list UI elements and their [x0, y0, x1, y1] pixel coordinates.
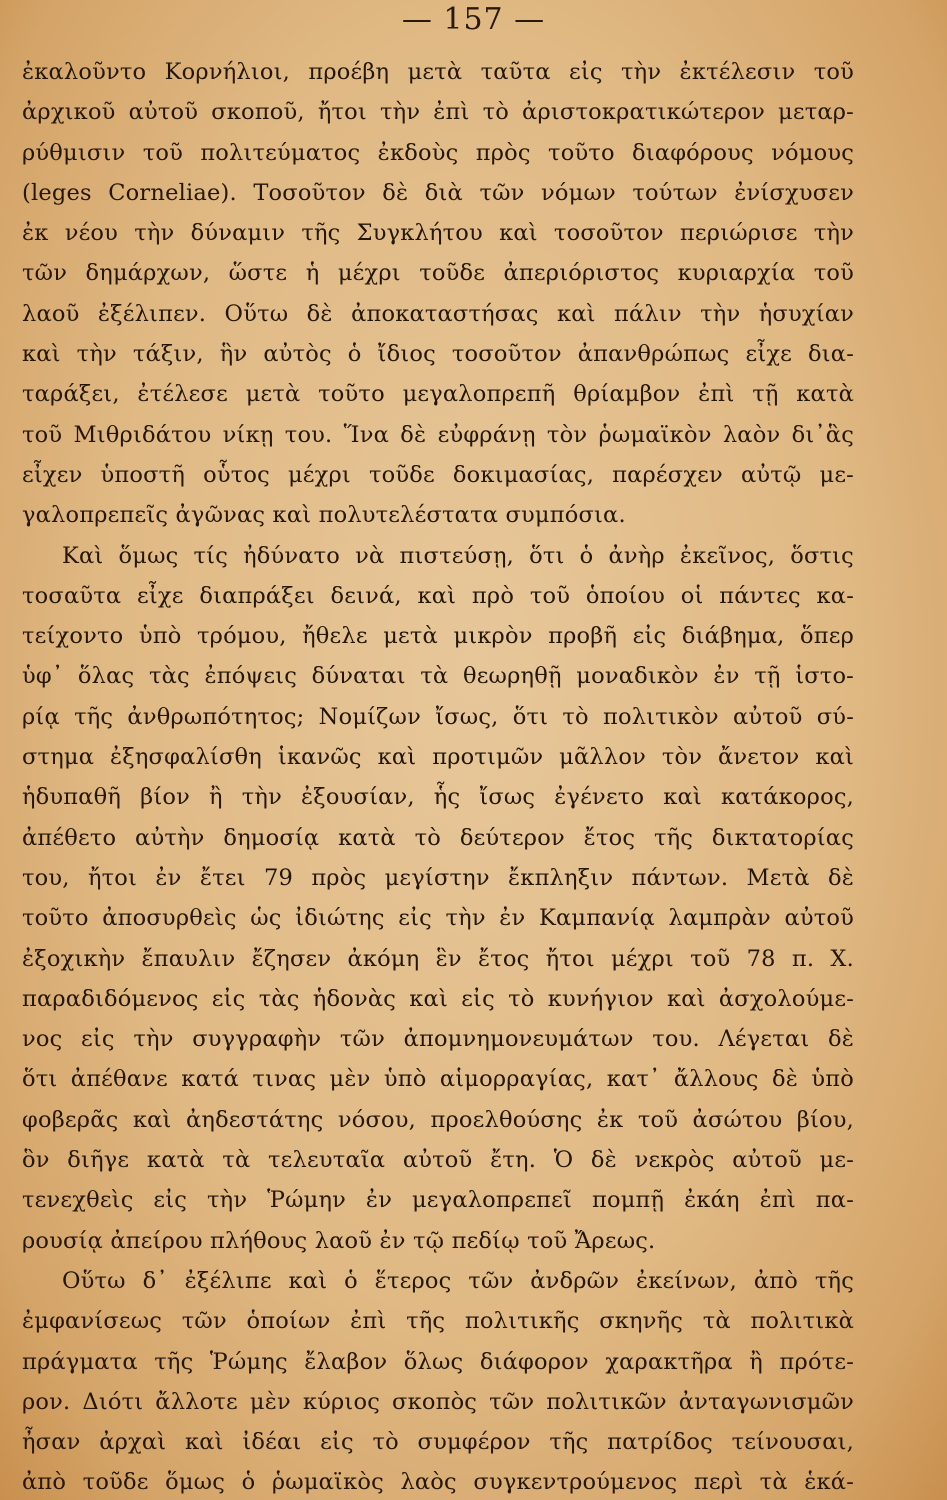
text-line: ἀπέθετο αὐτὴν δημοσίᾳ κατὰ τὸ δεύτερον ἔτος τῆς δικτατορίας — [22, 824, 854, 851]
text-line: τῶν δημάρχων, ὥστε ἡ μέχρι τοῦδε ἀπεριόριστος κυριαρχία τοῦ — [22, 260, 854, 287]
page-number: — 157 — — [401, 2, 546, 37]
text-line: ρον. Διότι ἄλλοτε μὲν κύριος σκοπὸς τῶν πολιτικῶν ἀνταγωνισμῶν — [22, 1388, 854, 1415]
text-line: φοβερᾶς καὶ ἀηδεστάτης νόσου, προελθούσης ἐκ τοῦ ἀσώτου βίου, — [22, 1106, 854, 1133]
text-line: ἡδυπαθῆ βίον ἢ τὴν ἐξουσίαν, ἧς ἴσως ἐγένετο καὶ κατάκορος, — [22, 784, 854, 811]
text-line: τείχοντο ὑπὸ τρόμου, ἤθελε μετὰ μικρὸν προβῆ εἰς διάβημα, ὅπερ — [22, 623, 854, 650]
text-line: τοῦ Μιθριδάτου νίκῃ του. Ἵνα δὲ εὐφράνῃ τὸν ῥωμαϊκὸν λαὸν δι᾽ἃς — [22, 421, 854, 448]
text-line: ὃν διῆγε κατὰ τὰ τελευταῖα αὐτοῦ ἔτη. Ὁ δὲ νεκρὸς αὐτοῦ με- — [22, 1147, 854, 1174]
text-line: ἀπὸ τοῦδε ὅμως ὁ ῥωμαϊκὸς λαὸς συγκεντρούμενος περὶ τὰ ἑκά- — [22, 1469, 854, 1496]
text-line: ἐκαλοῦντο Κορνήλιοι, προέβη μετὰ ταῦτα εἰς τὴν ἐκτέλεσιν τοῦ — [22, 59, 854, 85]
text-line: Οὕτω δ᾽ ἐξέλιπε καὶ ὁ ἕτερος τῶν ἀνδρῶν ἐκείνων, ἀπὸ τῆς — [62, 1267, 854, 1294]
text-line: τενεχθεὶς εἰς τὴν Ῥώμην ἐν μεγαλοπρεπεῖ πομπῇ ἐκάη ἐπὶ πα- — [22, 1187, 854, 1214]
text-line: ρουσίᾳ ἀπείρου πλήθους λαοῦ ἐν τῷ πεδίῳ τοῦ Ἄρεως. — [22, 1227, 656, 1254]
text-line: τοῦτο ἀποσυρθεὶς ὡς ἰδιώτης εἰς τὴν ἐν Καμπανίᾳ λαμπρὰν αὐτοῦ — [22, 905, 854, 932]
text-line: εἶχεν ὑποστῆ οὗτος μέχρι τοῦδε δοκιμασίας, παρέσχεν αὐτῷ με- — [22, 461, 854, 488]
text-line: ἐμφανίσεως τῶν ὁποίων ἐπὶ τῆς πολιτικῆς σκηνῆς τὰ πολιτικὰ — [22, 1308, 854, 1335]
text-line: λαοῦ ἐξέλιπεν. Οὕτω δὲ ἀποκαταστήσας καὶ πάλιν τὴν ἡσυχίαν — [22, 300, 854, 327]
text-line: ἦσαν ἀρχαὶ καὶ ἰδέαι εἰς τὸ συμφέρον τῆς πατρίδος τείνουσαι, — [22, 1429, 854, 1456]
text-line: ρίᾳ τῆς ἀνθρωπότητος; Νομίζων ἴσως, ὅτι τὸ πολιτικὸν αὐτοῦ σύ- — [22, 703, 854, 730]
text-line: Καὶ ὅμως τίς ἠδύνατο νὰ πιστεύσῃ, ὅτι ὁ ἀνὴρ ἐκεῖνος, ὅστις — [62, 542, 854, 569]
text-line: τοσαῦτα εἶχε διαπράξει δεινά, καὶ πρὸ τοῦ ὁποίου οἱ πάντες κα- — [22, 582, 854, 609]
text-line: νος εἰς τὴν συγγραφὴν τῶν ἀπομνημονευμάτων του. Λέγεται δὲ — [22, 1026, 854, 1053]
body-text — [22, 52, 854, 1500]
text-line: ὅτι ἀπέθανε κατά τινας μὲν ὑπὸ αἱμορραγίας, κατ᾽ ἄλλους δὲ ὑπὸ — [22, 1066, 854, 1093]
text-line: γαλοπρεπεῖς ἀγῶνας καὶ πολυτελέστατα συμπόσια. — [22, 502, 626, 529]
text-line: παραδιδόμενος εἰς τὰς ἡδονὰς καὶ εἰς τὸ κυνήγιον καὶ ἀσχολούμε- — [22, 985, 854, 1012]
text-line: ἐξοχικὴν ἔπαυλιν ἔζησεν ἀκόμη ἓν ἔτος ἤτοι μέχρι τοῦ 78 π. Χ. — [22, 945, 854, 972]
text-line: ἀρχικοῦ αὐτοῦ σκοποῦ, ἤτοι τὴν ἐπὶ τὸ ἀριστοκρατικώτερον μεταρ- — [22, 99, 854, 126]
text-line: καὶ τὴν τάξιν, ἣν αὐτὸς ὁ ἴδιος τοσοῦτον ἀπανθρώπως εἶχε δια- — [22, 341, 854, 368]
text-line: ὑφ᾽ ὅλας τὰς ἐπόψεις δύναται τὰ θεωρηθῇ μοναδικὸν ἐν τῇ ἱστο- — [22, 663, 854, 690]
text-line: ταράξει, ἐτέλεσε μετὰ τοῦτο μεγαλοπρεπῆ θρίαμβον ἐπὶ τῇ κατὰ — [22, 381, 854, 408]
text-line: πράγματα τῆς Ῥώμης ἔλαβον ὅλως διάφορον χαρακτῆρα ἢ πρότε- — [22, 1348, 854, 1375]
text-line: ἐκ νέου τὴν δύναμιν τῆς Συγκλήτου καὶ τοσοῦτον περιώρισε τὴν — [22, 220, 854, 247]
text-line: στημα ἐξησφαλίσθη ἱκανῶς καὶ προτιμῶν μᾶλλον τὸν ἄνετον καὶ — [22, 744, 854, 771]
text-line: ρύθμισιν τοῦ πολιτεύματος ἐκδοὺς πρὸς τοῦτο διαφόρους νόμους — [22, 139, 854, 166]
text-line: (leges Corneliae). Τοσοῦτον δὲ διὰ τῶν νόμων τούτων ἐνίσχυσεν — [22, 179, 854, 206]
text-line: του, ἤτοι ἐν ἔτει 79 πρὸς μεγίστην ἔκπληξιν πάντων. Μετὰ δὲ — [22, 864, 854, 891]
